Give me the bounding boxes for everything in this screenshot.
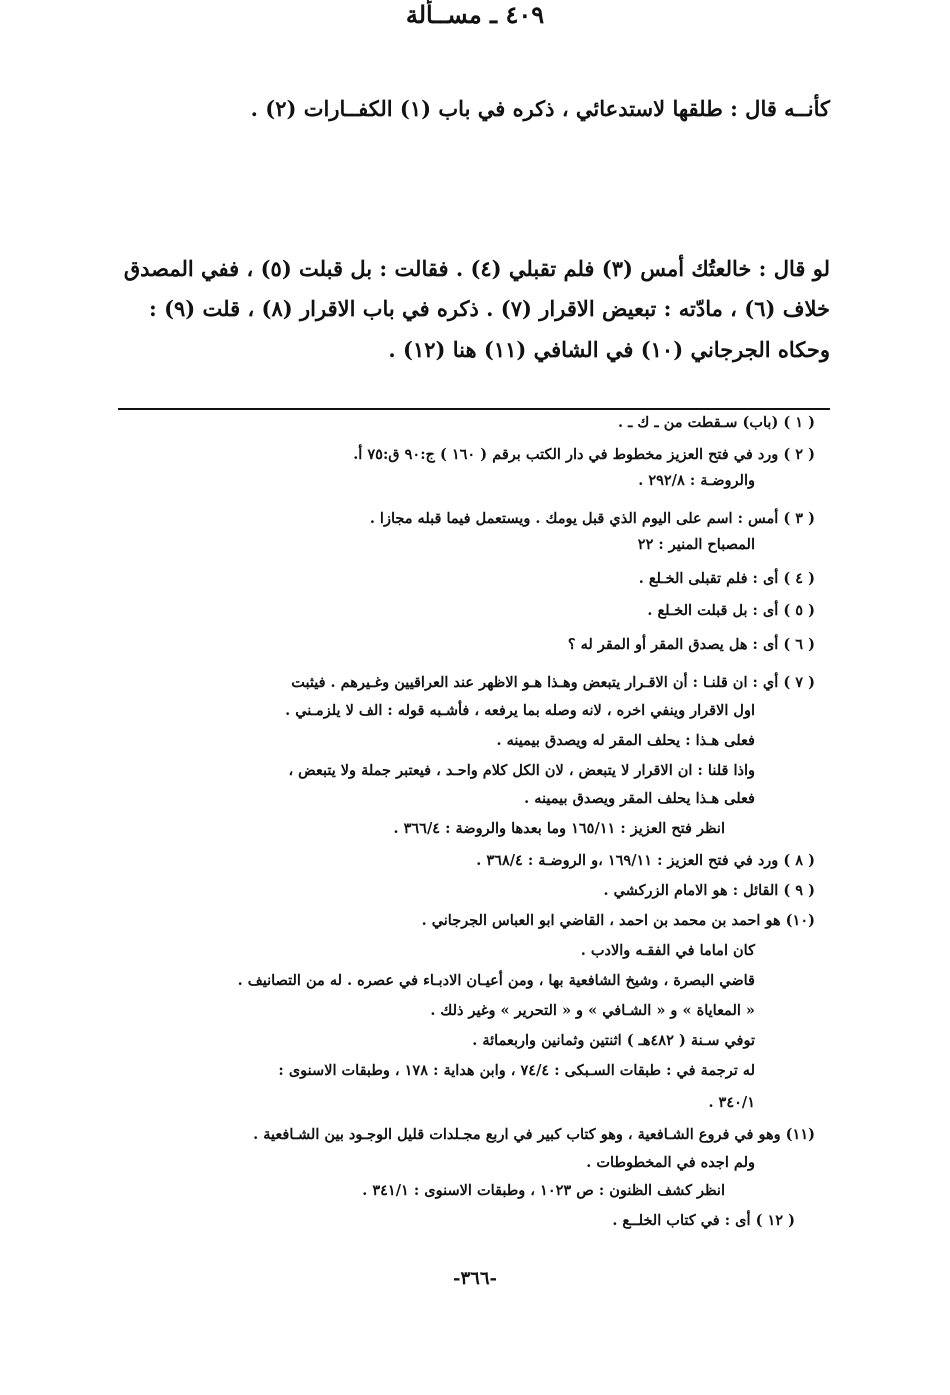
- footnote-10-cont-3: « المعاياة » و « الشـافي » و « التحرير » وغير ذلك .: [430, 1002, 755, 1019]
- footnote-10-cont-6: ٣٤٠/١ .: [708, 1094, 755, 1111]
- footnote-10: (١٠) هو احمد بن محمد بن احمد ، القاضي ابو العباس الجرجاني .: [421, 912, 815, 929]
- footnote-7-cont-3: واذا قلنا : ان الاقرار لا يتبعض ، لان الكل كلام واحـد ، فيعتبر جملة ولا يتبعض ،: [288, 762, 755, 779]
- footnote-2-cont: والروضـة : ٢٩٢/٨ .: [638, 472, 755, 489]
- footnote-separator: [118, 408, 830, 410]
- footnote-1: ( ١ ) (باب) سـقطت من ـ ك ـ .: [618, 414, 815, 431]
- footnote-10-cont-1: كان اماما في الفقـه والادب .: [580, 942, 755, 959]
- footnote-7-cont-4: فعلى هـذا يحلف المقر ويصدق بيمينه .: [524, 790, 755, 807]
- section-heading: ٤٠٩ ـ مســألة: [405, 0, 545, 29]
- intro-line: كأنــه قال : طلقها لاستدعائي ، ذكره في باب (١) الكفــارات (٢) .: [250, 96, 830, 121]
- footnote-6: ( ٦ ) أى : هل يصدق المقر أو المقر له ؟: [567, 636, 815, 653]
- footnote-8: ( ٨ ) ورد في فتح العزيز : ١٦٩/١١ ،و الروضـة : ٣٦٨/٤ .: [476, 852, 815, 869]
- footnote-7-cont-1: اول الاقرار وينفي اخره ، لانه وصله بما يرفعه ، فأشـبه قوله : الف لا يلزمـني .: [285, 702, 755, 719]
- footnote-7-ref: انظر فتح العزيز : ١٦٥/١١ وما بعدها والروضة : ٣٦٦/٤ .: [393, 820, 725, 837]
- footnote-11-cont-1: ولم اجده في المخطوطات .: [586, 1154, 755, 1171]
- footnote-10-cont-5: له ترجمة في : طبقات السـبكى : ٧٤/٤ ، وابن هداية : ١٧٨ ، وطبقات الاسنوى :: [278, 1062, 755, 1079]
- body-line-2: خلاف (٦) ، مادّته : تبعيض الاقرار (٧) . ذكره في باب الاقرار (٨) ، قلت (٩) :: [149, 296, 830, 321]
- footnote-11: (١١) وهو في فروع الشـافعية ، وهو كتاب كبير في اربع مجـلدات قليل الوجـود بين الشـافعية .: [253, 1126, 815, 1143]
- page-number: -٣٦٦-: [453, 1268, 497, 1289]
- footnote-4: ( ٤ ) أى : فلم تقبلى الخـلع .: [638, 570, 815, 587]
- footnote-3: ( ٣ ) أمس : اسم على اليوم الذي قبل يومك . ويستعمل فيما قبله مجازا .: [369, 510, 815, 527]
- footnote-7-cont-2: فعلى هـذا : يحلف المقر له ويصدق بيمينه .: [496, 732, 755, 749]
- footnote-2: ( ٢ ) ورد في فتح العزيز مخطوط في دار الكتب برقم ( ١٦٠ ) ج:٩٠ ق:٧٥ أ.: [353, 446, 815, 463]
- footnote-3-cont: المصباح المنير : ٢٢: [637, 536, 755, 553]
- footnote-10-cont-4: توفي سـنة ( ٤٨٢هـ ) اثنتين وثمانين واربعمائة .: [472, 1032, 755, 1049]
- body-line-3: وحكاه الجرجاني (١٠) في الشافي (١١) هنا (١٢) .: [388, 337, 830, 362]
- footnote-12: ( ١٢ ) أى : في كتاب الخلــع .: [612, 1212, 795, 1229]
- footnote-7: ( ٧ ) أي : ان قلنـا : أن الاقـرار يتبعض وهـذا هـو الاظهر عند العراقيين وغـيرهم . فيثبت: [291, 674, 815, 691]
- footnote-9: ( ٩ ) القائل : هو الامام الزركشي .: [603, 882, 815, 899]
- footnote-10-cont-2: قاضي البصرة ، وشيخ الشافعية بها ، ومن أعيـان الادبـاء في عصره . له من التصانيف .: [237, 972, 755, 989]
- footnote-11-ref: انظر كشف الظنون : ص ١٠٢٣ ، وطبقات الاسنوى : ٣٤١/١ .: [362, 1182, 725, 1199]
- body-line-1: لو قال : خالعتُك أمس (٣) فلم تقبلي (٤) . فقالت : بل قبلت (٥) ، ففي المصدق: [123, 256, 830, 281]
- footnote-5: ( ٥ ) أى : بل قبلت الخـلع .: [647, 602, 815, 619]
